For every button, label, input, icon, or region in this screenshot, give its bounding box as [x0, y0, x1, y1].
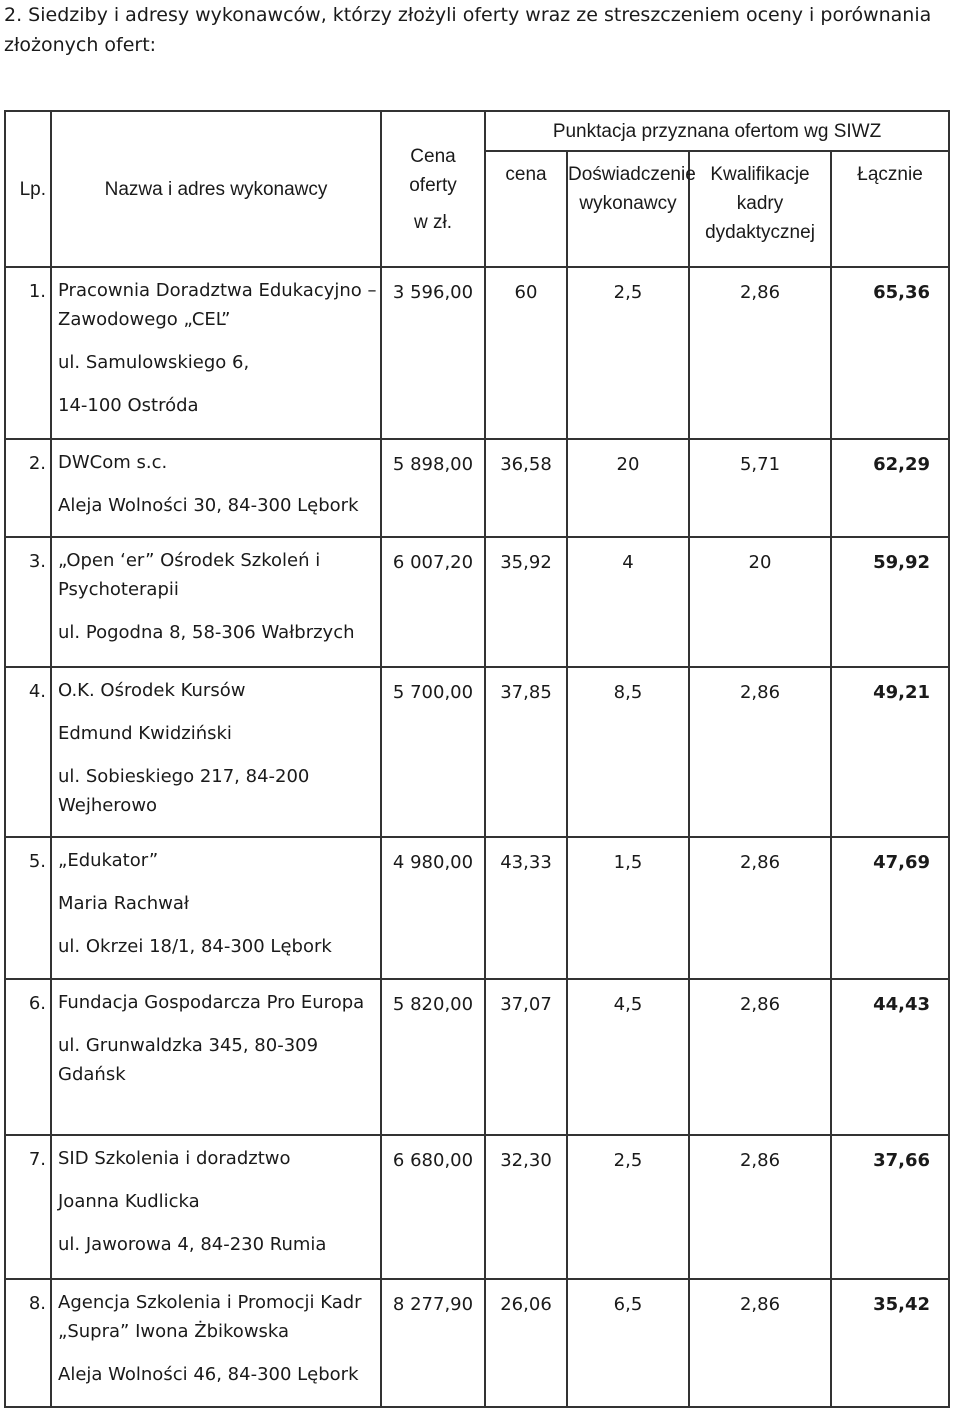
row-lp: 7.: [5, 1135, 51, 1279]
contractor-line: ul. Grunwaldzka 345, 80-309 Gdańsk: [58, 1035, 319, 1085]
row-points-experience: 4: [567, 537, 689, 667]
row-price: 3 596,00: [381, 267, 485, 439]
table-row: [5, 1279, 949, 1407]
row-points-experience: 6,5: [567, 1279, 689, 1407]
table-row: [5, 667, 949, 837]
contractor-line: ul. Sobieskiego 217, 84-200 Wejherowo: [58, 766, 310, 816]
contractor-line: SID Szkolenia i doradztwo: [58, 1148, 291, 1169]
offers-table: [4, 110, 950, 1408]
row-price: 5 898,00: [381, 439, 485, 537]
row-contractor: [51, 837, 381, 979]
row-price: 5 700,00: [381, 667, 485, 837]
contractor-line: Joanna Kudlicka: [58, 1191, 200, 1212]
header-col-total: Łącznie: [831, 151, 949, 267]
row-points-qualifications: 5,71: [689, 439, 831, 537]
contractor-line: Fundacja Gospodarcza Pro Europa: [58, 992, 365, 1013]
row-contractor: [51, 267, 381, 439]
contractor-line: „Edukator”: [58, 850, 159, 871]
row-contractor: [51, 979, 381, 1135]
contractor-line: Aleja Wolności 46, 84-300 Lębork: [58, 1364, 359, 1385]
contractor-line: Maria Rachwał: [58, 893, 190, 914]
row-points-qualifications: 20: [689, 537, 831, 667]
row-points-total: 44,43: [831, 979, 949, 1135]
row-points-experience: 1,5: [567, 837, 689, 979]
row-lp: 3.: [5, 537, 51, 667]
row-contractor: [51, 439, 381, 537]
row-points-qualifications: 2,86: [689, 267, 831, 439]
row-lp: 8.: [5, 1279, 51, 1407]
row-points-cena: 35,92: [485, 537, 567, 667]
row-contractor: [51, 537, 381, 667]
section-intro: 2. Siedziby i adresy wykonawców, którzy złożyli oferty wraz ze streszczeniem oceny i porównania złożonych ofert:: [4, 4, 932, 56]
header-name: Nazwa i adres wykonawcy: [51, 111, 381, 267]
row-price: 6 680,00: [381, 1135, 485, 1279]
row-points-total: 47,69: [831, 837, 949, 979]
row-price: 5 820,00: [381, 979, 485, 1135]
contractor-line: 14-100 Ostróda: [58, 395, 199, 416]
row-points-cena: 37,85: [485, 667, 567, 837]
row-points-qualifications: 2,86: [689, 1279, 831, 1407]
row-price: 8 277,90: [381, 1279, 485, 1407]
contractor-line: ul. Jaworowa 4, 84-230 Rumia: [58, 1234, 327, 1255]
row-points-qualifications: 2,86: [689, 837, 831, 979]
row-price: 6 007,20: [381, 537, 485, 667]
row-points-qualifications: 2,86: [689, 979, 831, 1135]
header-price-line2: oferty: [409, 174, 457, 196]
row-points-total: 59,92: [831, 537, 949, 667]
row-points-total: 62,29: [831, 439, 949, 537]
row-points-qualifications: 2,86: [689, 667, 831, 837]
row-points-total: 35,42: [831, 1279, 949, 1407]
row-points-experience: 8,5: [567, 667, 689, 837]
header-col-cena: cena: [485, 151, 567, 267]
row-points-cena: 32,30: [485, 1135, 567, 1279]
contractor-line: Agencja Szkolenia i Promocji Kadr „Supra” Iwona Żbikowska: [58, 1292, 362, 1342]
row-points-qualifications: 2,86: [689, 1135, 831, 1279]
row-points-cena: 36,58: [485, 439, 567, 537]
table-row: [5, 837, 949, 979]
row-lp: 5.: [5, 837, 51, 979]
contractor-line: ul. Pogodna 8, 58-306 Wałbrzych: [58, 622, 355, 643]
header-price: [381, 111, 485, 267]
row-contractor: [51, 1279, 381, 1407]
contractor-line: O.K. Ośrodek Kursów: [58, 680, 246, 701]
header-lp: Lp.: [5, 111, 51, 267]
row-lp: 6.: [5, 979, 51, 1135]
header-price-line3: w zł.: [414, 211, 452, 233]
row-price: 4 980,00: [381, 837, 485, 979]
row-lp: 4.: [5, 667, 51, 837]
row-contractor: [51, 1135, 381, 1279]
contractor-line: DWCom s.c.: [58, 452, 168, 473]
row-points-total: 49,21: [831, 667, 949, 837]
table-row: [5, 267, 949, 439]
row-points-total: 65,36: [831, 267, 949, 439]
contractor-line: ul. Okrzei 18/1, 84-300 Lębork: [58, 936, 332, 957]
header-col-qualifications: Kwalifikacje kadry dydaktycznej: [689, 151, 831, 267]
row-points-experience: 2,5: [567, 267, 689, 439]
header-points-group: Punktacja przyznana ofertom wg SIWZ: [485, 111, 949, 151]
header-price-line1: Cena: [410, 145, 456, 167]
contractor-line: ul. Samulowskiego 6,: [58, 352, 250, 373]
table-row: [5, 439, 949, 537]
table-row: [5, 1135, 949, 1279]
contractor-line: Aleja Wolności 30, 84-300 Lębork: [58, 495, 359, 516]
row-points-total: 37,66: [831, 1135, 949, 1279]
table-row: [5, 979, 949, 1135]
row-points-experience: 20: [567, 439, 689, 537]
row-lp: 2.: [5, 439, 51, 537]
contractor-line: Edmund Kwidziński: [58, 723, 232, 744]
row-points-cena: 43,33: [485, 837, 567, 979]
row-lp: 1.: [5, 267, 51, 439]
contractor-line: Pracownia Doradztwa Edukacyjno – Zawodowego „CEL”: [58, 280, 377, 330]
row-points-experience: 2,5: [567, 1135, 689, 1279]
row-points-experience: 4,5: [567, 979, 689, 1135]
header-col-experience: Doświadczenie wykonawcy: [567, 151, 689, 267]
contractor-line: „Open ‘er” Ośrodek Szkoleń i Psychoterapii: [58, 550, 321, 600]
table-row: [5, 537, 949, 667]
row-contractor: [51, 667, 381, 837]
row-points-cena: 26,06: [485, 1279, 567, 1407]
row-points-cena: 60: [485, 267, 567, 439]
row-points-cena: 37,07: [485, 979, 567, 1135]
